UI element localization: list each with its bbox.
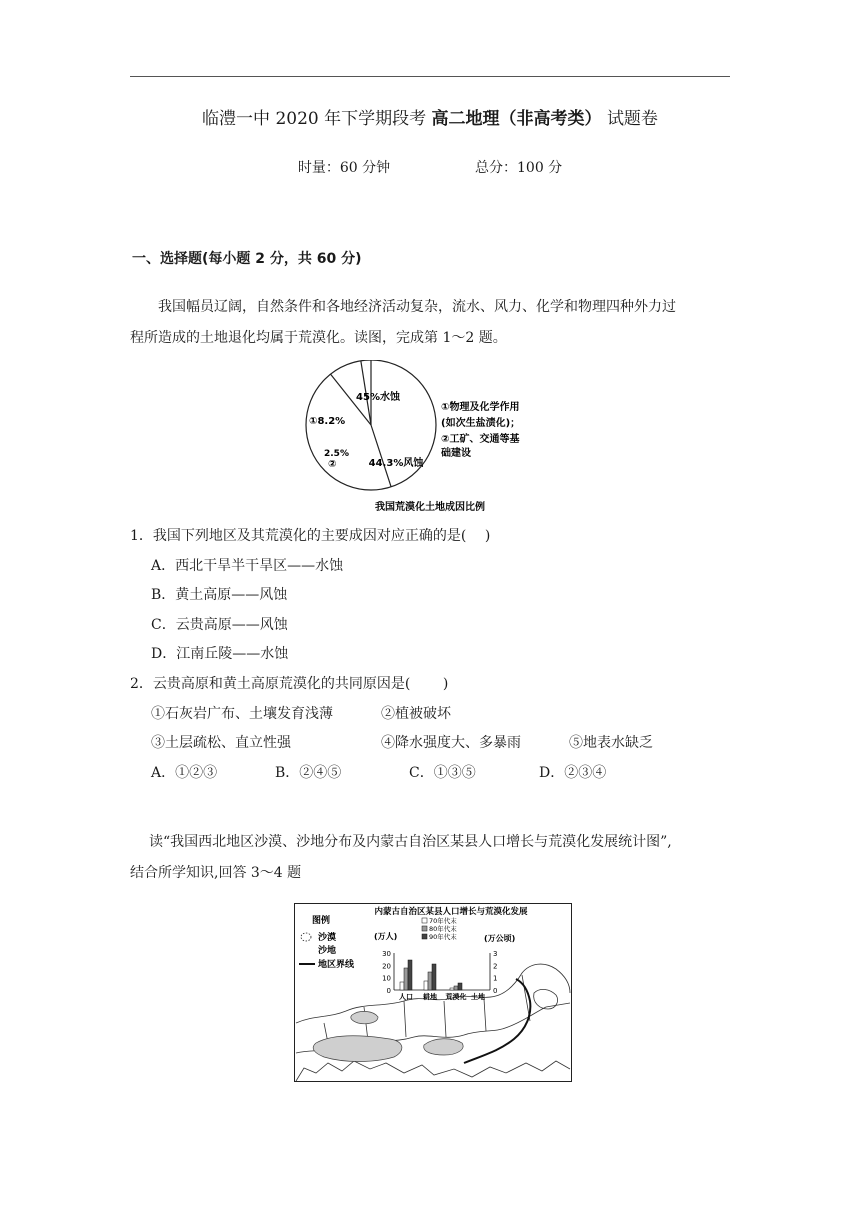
legend-desert-swatch: [301, 933, 311, 941]
q1-option-a[interactable]: A．西北干旱半干旱区——水蚀: [151, 558, 344, 574]
inset-bar: [428, 972, 432, 990]
inset-bar: [432, 964, 436, 990]
inset-bar: [404, 968, 408, 990]
intro-paragraph-2: [130, 827, 730, 889]
slice-label-wind: 44.3%风蚀: [368, 458, 424, 469]
intro2-line1: 读“我国西北地区沙漠、沙地分布及内蒙古自治区某县人口增长与荒漠化发展统计图”,: [149, 834, 672, 850]
title-suffix: 试题卷: [606, 109, 658, 129]
inset-ytick-right: 1: [493, 974, 498, 983]
q2-stem: 2．云贵高原和黄土高原荒漠化的共同原因是( ): [130, 676, 449, 692]
map-legend-title: 图例: [312, 916, 331, 926]
map-legend-sandland: 沙地: [318, 946, 337, 956]
inset-category-label: 土地: [471, 993, 485, 1001]
title-prefix: 临澧一中 2020 年下学期段考: [202, 109, 427, 129]
inset-ytick-right: 3: [493, 950, 498, 958]
q2-item-3: ③土层疏松、直立性强: [151, 735, 291, 751]
slice-label-2-mark: ②: [328, 459, 337, 470]
exam-meta: [0, 157, 860, 177]
page-title: [0, 104, 860, 129]
legend-line-3: ②工矿、交通等基: [441, 434, 520, 445]
inset-ytick-left: 10: [382, 974, 391, 983]
slice-label-water: 45%水蚀: [356, 392, 400, 403]
unit-left: (万人): [374, 932, 398, 941]
q2-option-c[interactable]: C．①③⑤: [409, 765, 476, 781]
section-heading: 一、选择题(每小题 2 分，共 60 分): [132, 251, 362, 267]
inset-ytick-left: 30: [382, 950, 391, 958]
inset-legend-label: 70年代末: [429, 917, 457, 925]
inset-category-label: 耕地: [423, 993, 437, 1001]
legend-line-1: ①物理及化学作用: [441, 402, 520, 413]
inset-legend-swatch: [422, 926, 427, 931]
inset-bar: [424, 981, 428, 990]
inset-bar: [450, 988, 454, 990]
score-label: 总分：100 分: [475, 160, 563, 176]
q2-item-5: ⑤地表水缺乏: [569, 735, 653, 751]
inset-ytick-left: 20: [382, 962, 391, 971]
inset-bar: [454, 986, 458, 990]
q2-item-1: ①石灰岩广布、土壤发育浅薄: [151, 706, 333, 722]
inset-ytick-right: 0: [493, 987, 498, 995]
map-title: 内蒙古自治区某县人口增长与荒漠化发展: [374, 907, 528, 917]
q2-item-4: ④降水强度大、多暴雨: [381, 735, 521, 751]
inset-legend-swatch: [422, 918, 427, 923]
inset-bar: [408, 960, 412, 990]
slice-label-2-value: 2.5%: [324, 449, 349, 459]
top-rule: [130, 76, 730, 77]
intro-paragraph-1: [130, 292, 730, 354]
legend-line-2: (如次生盐渍化)；: [441, 418, 521, 429]
map-legend-border: 地区界线: [318, 960, 355, 970]
pie-caption: 我国荒漠化土地成因比例: [375, 502, 485, 513]
inset-category-label: 荒漠化: [445, 993, 467, 1001]
intro1-line2: 程所造成的土地退化均属于荒漠化。读图，完成第 1～2 题。: [130, 330, 507, 346]
map-figure: [294, 903, 572, 1082]
intro1-line1: 我国幅员辽阔，自然条件和各地经济活动复杂，流水、风力、化学和物理四种外力过: [158, 299, 676, 315]
inset-legend-label: 90年代末: [429, 933, 457, 941]
slice-label-1: ①8.2%: [309, 416, 346, 427]
q1-stem: 1．我国下列地区及其荒漠化的主要成因对应正确的是( ): [130, 528, 491, 544]
inset-ytick-right: 2: [493, 962, 498, 971]
inset-bar: [458, 983, 462, 990]
q2-option-a[interactable]: A．①②③: [151, 765, 218, 781]
q2-item-2: ②植被破坏: [381, 706, 451, 722]
pie-figure: [300, 360, 560, 520]
q1-option-c[interactable]: C．云贵高原——风蚀: [151, 617, 288, 633]
pie-legend: [441, 400, 520, 459]
intro2-line2: 结合所学知识,回答 3～4 题: [130, 865, 302, 881]
q2-option-d[interactable]: D．②③④: [539, 765, 607, 781]
time-label: 时量：60 分钟: [297, 160, 391, 176]
q1-option-b[interactable]: B．黄土高原——风蚀: [151, 587, 288, 603]
q2-option-b[interactable]: B．②④⑤: [275, 765, 342, 781]
inset-bar: [400, 982, 404, 990]
legend-line-4: 础建设: [441, 448, 471, 459]
inset-legend-swatch: [422, 934, 427, 939]
inset-ytick-left: 0: [386, 987, 391, 995]
unit-right: (万公顷): [484, 934, 516, 943]
inset-legend-label: 80年代末: [429, 925, 457, 933]
inset-category-label: 人口: [399, 993, 413, 1001]
map-legend-desert: 沙漠: [318, 933, 337, 943]
title-bold: 高二地理（非高考类）: [431, 109, 602, 129]
q1-option-d[interactable]: D．江南丘陵——水蚀: [151, 646, 289, 662]
